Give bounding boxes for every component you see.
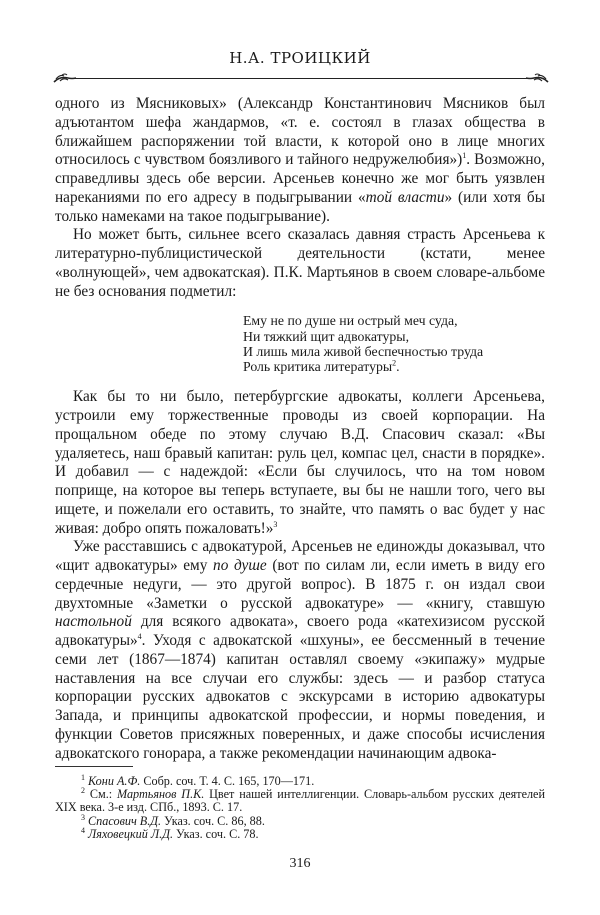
- poem-line: Ни тяжкий щит адвокатуры,: [243, 328, 410, 344]
- paragraph-4: [55, 538, 545, 763]
- footnote-prefix: См.:: [89, 787, 117, 802]
- p4-italic-b: настольной: [55, 613, 132, 631]
- footnote-number: 2: [81, 786, 85, 796]
- p1-text-b: . Возможно, справедливы здесь обе версии. Арсеньев конечно же мог быть уязвлен нареканиями по его адресу в подыгрывании «: [55, 151, 545, 206]
- footnote-author: Кони А.Ф.: [88, 774, 141, 788]
- page-number: 316: [289, 856, 311, 871]
- p4-text-c: для всякого адвоката», своего рода «катехизисом русской адвокатуры»: [55, 613, 545, 650]
- footnote-text: Указ. соч. С. 78.: [173, 826, 259, 841]
- footnote-number: 4: [81, 825, 85, 835]
- paragraph-2: Но может быть, сильнее всего сказалась давняя страсть Арсеньева к литературно-публицистической деятельности (кстати, менее «волнующей», чем адвокатская). П.К. Мартьянов в своем словаре-альбоме не без основания подметил:: [55, 226, 545, 300]
- p1-text-a: одного из Мясниковых» (Александр Константинович Мясников был адъютантом шефа жандармов, «т. е. состоял в глазах общества в ближайшем распоряжении той власти, к которой оно в лице многих относилось с чувством боязливого и тайного недружелюбия»): [55, 95, 545, 169]
- footnote-text: Цвет нашей интеллигенции. Словарь-альбом русских деятелей XIX века. 3-е изд. СПб., 1893. С. 17.: [55, 787, 545, 815]
- footnote-author: Мартьянов П.К.: [116, 787, 205, 802]
- footnote-4: [55, 825, 545, 841]
- poem-line-last: [243, 359, 545, 374]
- running-header: [0, 48, 600, 67]
- poem-line-text: Роль критика литературы: [243, 359, 393, 375]
- body-text: [55, 95, 545, 763]
- footnote-number: 3: [81, 812, 85, 822]
- poem-end-punct: .: [396, 359, 400, 375]
- footnote-ref-2[interactable]: 2: [392, 358, 397, 368]
- footnote-2: [55, 788, 545, 814]
- footnote-separator: [55, 766, 133, 767]
- footnote-ref-1[interactable]: 1: [462, 151, 467, 161]
- p1-text-c: » (или хотя бы только намеками на такое подыгрывание).: [55, 188, 545, 225]
- flourish-right-icon: [524, 72, 550, 84]
- footnotes: [55, 772, 545, 841]
- paragraph-1: [55, 95, 545, 226]
- header-ornamental-rule: [52, 72, 550, 84]
- footnote-ref-3[interactable]: 3: [273, 519, 278, 529]
- footnote-author: Спасович В.Д.: [88, 813, 162, 828]
- footnote-number: 1: [81, 772, 85, 782]
- footnote-ref-4[interactable]: 4: [137, 632, 142, 642]
- p4-text-d: . Уходя с адвокатской «шхуны», ее бессменный в течение семи лет (1867—1874) капитан оставлял своему «экипажу» мудрые наставления на все случаи его службы: здесь — и разбор статуса корпорации русских адвокатов с экскурсами в историю адвокатуры Запада, и принципы адвокатской профессии, и нормы поведения, и функции Советов присяжных поверенных, и даже способы исчисления адвокатского гонорара, а также рекомендации начинающим адвока-: [55, 632, 545, 762]
- p4-italic-a: по душе: [213, 557, 267, 575]
- p1-italic: той власти: [365, 188, 445, 206]
- p4-text-b: (вот по силам ли, если иметь в виду его сердечные недуги, — это другой вопрос). В 1875 г. он издал свои двухтомные «Заметки о русской адвокатуре» — «книгу, ставшую: [55, 557, 545, 612]
- footnote-author: Ляховецкий Л.Д.: [88, 826, 173, 841]
- poem-line: Ему не по душе ни острый меч суда,: [243, 313, 458, 329]
- running-title: Н.А. ТРОИЦКИЙ: [229, 49, 371, 67]
- header-rule-line: [72, 78, 530, 79]
- footnote-text: Указ. соч. С. 86, 88.: [161, 813, 265, 828]
- poem-line: И лишь мила живой беспечностью труда: [243, 343, 484, 359]
- footnote-text: Собр. соч. Т. 4. С. 165, 170—171.: [140, 774, 315, 788]
- poem-quote: [243, 313, 545, 374]
- p4-text-a: Уже расставшись с адвокатурой, Арсеньев не единожды доказывал, что «щит адвокатуры» ему: [55, 538, 545, 575]
- paragraph-3: [55, 388, 545, 538]
- p3-text: Как бы то ни было, петербургские адвокаты, коллеги Арсеньева, устроили ему торжественные проводы из своей корпорации. На прощальном обеде по этому случаю В.Д. Спасович сказал: «Вы удаляетесь, наш бравый капитан: руль цел, компас цел, снасти в порядке». И добавил — с надеждой: «Если бы случилось, что на том новом поприще, на которое вы теперь вступаете, вы бы не нашли того, чего вы ищете, и пожелали его оставить, то знайте, что память о вас будет у нас живая: добро опять пожаловать!»: [55, 388, 545, 537]
